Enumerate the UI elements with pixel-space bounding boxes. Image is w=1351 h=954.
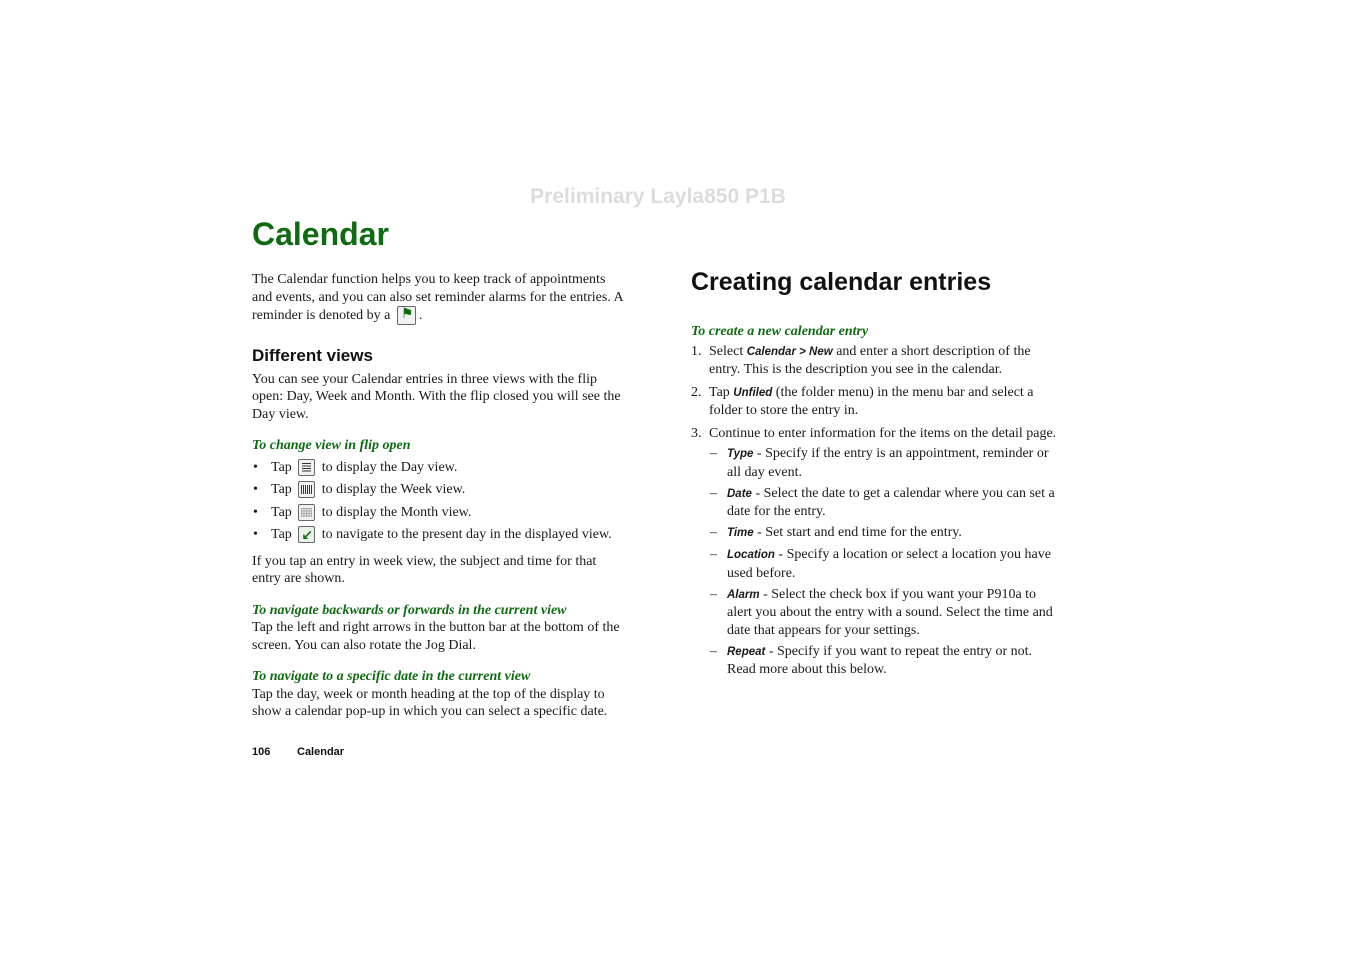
list-item: – Alarm - Select the check box if you want your P910a to alert you about the entry with a sound. Select the time and date that appears for your settings. (710, 586, 1053, 638)
navigate-body: Tap the left and right arrows in the button bar at the bottom of the screen. You can also rotate the Jog Dial. (252, 620, 620, 653)
footer-section-title: Calendar (297, 746, 345, 758)
week-view-note: If you tap an entry in week view, the subject and time for that entry are shown. (252, 553, 597, 586)
specific-date-body: Tap the day, week or month heading at the top of the display to show a calendar pop-up in which you can select a specific date. (252, 686, 608, 719)
steps-list (691, 343, 1063, 679)
list-item: – Time - Set start and end time for the entry. (710, 525, 962, 540)
different-views-body: You can see your Calendar entries in three views with the flip open: Day, Week and Month. With the flip closed you will see the Day view. (252, 371, 621, 422)
list-item: – Repeat - Specify if you want to repeat the entry or not. Read more about this below. (710, 643, 1033, 677)
change-view-subheading: To change view in flip open (252, 438, 411, 453)
list-item: • Tap to display the Month view. (253, 504, 472, 520)
intro-paragraph: The Calendar function helps you to keep track of appointments and events, and you can also set reminder alarms for the entries. A reminder is denoted by a ⚑ . (252, 271, 624, 325)
different-views-heading: Different views (252, 346, 373, 365)
page-footer (252, 746, 344, 758)
folder-menu-label: Unfiled (733, 386, 773, 399)
list-item: – Date - Select the date to get a calendar where you can set a date for the entry. (710, 485, 1055, 519)
preliminary-watermark: Preliminary Layla850 P1B (530, 185, 786, 208)
list-item: • Tap to display the Day view. (253, 459, 458, 475)
day-view-icon[interactable] (298, 459, 315, 476)
step-item: 2. Tap Unfiled (the folder menu) in the menu bar and select a folder to store the entry in. (691, 384, 1034, 418)
detail-items-list (709, 445, 1063, 679)
create-entry-subheading: To create a new calendar entry (691, 324, 869, 339)
list-item: • Tap ↙ to navigate to the present day in the displayed view. (252, 524, 624, 547)
navigate-subheading: To navigate backwards or forwards in the current view (252, 602, 567, 618)
list-item: – Type - Specify if the entry is an appointment, reminder or all day event. (710, 446, 1049, 480)
reminder-flag-icon (397, 306, 416, 325)
specific-date-subheading: To navigate to a specific date in the current view (252, 669, 531, 684)
left-column (252, 271, 624, 721)
today-icon[interactable] (298, 526, 315, 543)
month-view-icon[interactable] (298, 504, 315, 521)
step-item: 3. Continue to enter information for the items on the detail page. – Type - Specify if the entry is an appointment, reminder or all day event. – Date - Select the date to get a calendar where you can set a date for the entry. – Time - Set start and end time for the entry. – Location - Specify a location or select a location you have used before. – Alarm - Select the check box if you want your P910a to alert you about the entry with a sound. Select the time and date that appears for your settings. – Repeat - Specify if you want to repeat the entry or not. Read more about this below. (691, 425, 1063, 679)
week-view-icon[interactable] (298, 481, 315, 498)
menu-path: Calendar > New (746, 345, 833, 358)
page-number: 106 (252, 746, 271, 758)
view-bullet-list (252, 457, 624, 547)
creating-entries-heading: Creating calendar entries (691, 268, 992, 296)
right-column (691, 267, 1063, 684)
page-title: Calendar (252, 216, 389, 252)
list-item: • Tap to display the Week view. (253, 482, 466, 497)
list-item: – Location - Specify a location or select a location you have used before. (710, 547, 1051, 581)
step-item: 1. Select Calendar > New and enter a short description of the entry. This is the description you see in the calendar. (691, 343, 1031, 377)
